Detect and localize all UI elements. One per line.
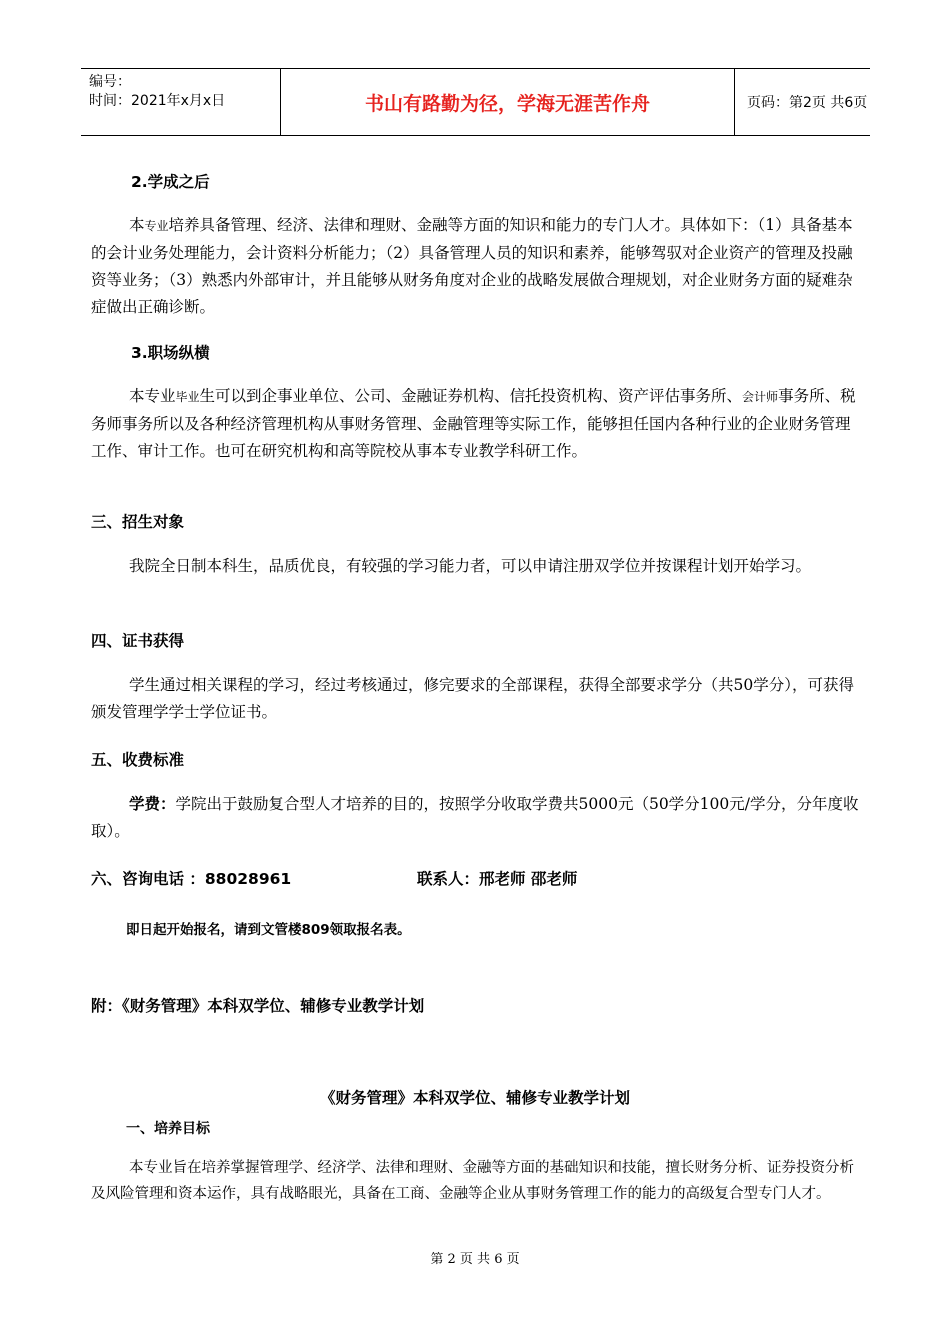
career-small2: 会计师 bbox=[742, 390, 779, 404]
enroll-title: 三、招生对象 bbox=[91, 513, 185, 531]
study-body-prefix: 本 bbox=[129, 216, 145, 234]
contact-person: 联系人：邢老师 邵老师 bbox=[417, 870, 578, 888]
header-motto: 书山有路勤为径，学海无涯苦作舟 bbox=[281, 69, 735, 135]
career-p3: 事务所、税务师事务所以及各种经济管理机构从事财务管理、金融管理等实际工作，能够担任国内各种行业的企业财务管理工作、审计工作。也可在研究机构和高等院校从事本专业教学科研工作。 bbox=[91, 387, 856, 460]
cert-title: 四、证书获得 bbox=[91, 632, 185, 650]
contact-phone: 六、咨询电话 ：88028961 bbox=[91, 870, 292, 888]
career-p2: 生可以到企事业单位、公司、金融证券机构、信托投资机构、资产评估事务所、 bbox=[199, 387, 743, 405]
number-label: 编号： bbox=[89, 74, 131, 90]
cert-body: 学生通过相关课程的学习，经过考核通过，修完要求的全部课程，获得全部要求学分（共50学分），可获得颁发管理学学士学位证书。 bbox=[91, 676, 854, 721]
goal-body: 本专业旨在培养掌握管理学、经济学、法律和理财、金融等方面的基础知识和技能，擅长财务分析、证券投资分析及风险管理和资本运作，具有战略眼光，具备在工商、金融等企业从事财务管理工作的能力的高级复合型专门人才。 bbox=[91, 1160, 854, 1202]
enroll-body: 我院全日制本科生，品质优良，有较强的学习能力者，可以申请注册双学位并按课程计划开始学习。 bbox=[129, 557, 812, 575]
header-meta bbox=[81, 69, 281, 135]
time-label: 时间：2021年x月x日 bbox=[89, 93, 226, 109]
career-body bbox=[91, 383, 861, 465]
page-footer: 第 2 页 共 6 页 bbox=[430, 1252, 520, 1267]
study-body-small: 专业 bbox=[144, 219, 169, 233]
career-title: 3.职场纵横 bbox=[131, 344, 210, 362]
page-header bbox=[81, 68, 870, 136]
goal-title: 一、培养目标 bbox=[126, 1121, 210, 1137]
signup-note: 即日起开始报名，请到文管楼809领取报名表。 bbox=[126, 922, 411, 938]
career-p1: 本专业 bbox=[129, 387, 176, 405]
study-title: 2.学成之后 bbox=[131, 173, 210, 191]
appendix-title: 附：《财务管理》本科双学位、辅修专业教学计划 bbox=[91, 997, 425, 1015]
study-body bbox=[91, 212, 861, 321]
header-page-label: 页码：第2页 共6页 bbox=[747, 95, 868, 111]
fee-label: 学费： bbox=[129, 795, 176, 813]
fee-title: 五、收费标准 bbox=[91, 751, 185, 769]
career-small1: 毕业 bbox=[175, 390, 200, 404]
study-body-text: 培养具备管理、经济、法律和理财、金融等方面的知识和能力的专门人才。具体如下：（1）具备基本的会计业务处理能力，会计资料分析能力；（2）具备管理人员的知识和素养，能够驾驭对企业资产的管理及投融资等业务；（3）熟悉内外部审计，并且能够从财务角度对企业的战略发展做合理规划，对企业财务方面的疑难杂症做出正确诊断。 bbox=[91, 216, 853, 316]
plan-title: 《财务管理》本科双学位、辅修专业教学计划 bbox=[319, 1089, 630, 1107]
fee-body bbox=[91, 791, 861, 845]
fee-text: 学院出于鼓励复合型人才培养的目的，按照学分收取学费共5000元（50学分100元/学分，分年度收取）。 bbox=[91, 795, 859, 840]
